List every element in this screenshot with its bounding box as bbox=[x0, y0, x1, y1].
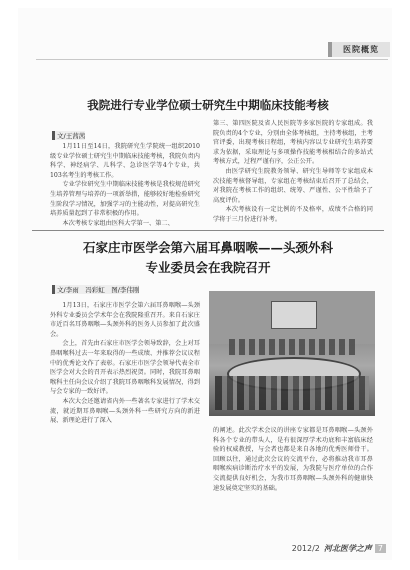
article2-title-line2: 专业委员会在我院召开 bbox=[145, 260, 271, 275]
article2-byline: 文/李雨 冯彩虹 图/李伟刚 bbox=[52, 285, 139, 294]
article1-title: 我院进行专业学位硕士研究生中期临床技能考核 bbox=[87, 98, 329, 112]
article2-right-column bbox=[213, 426, 373, 493]
magazine-page bbox=[18, 8, 392, 560]
photo-attendees-back bbox=[229, 339, 355, 355]
article-divider bbox=[32, 230, 384, 231]
article1-right-column bbox=[213, 119, 373, 225]
magazine-name: 河北医学之声 bbox=[323, 544, 372, 553]
section-tag: 医院概览 bbox=[328, 42, 390, 57]
article1-paragraph: 第三、第四医院及省人民医院等多家医院的专家组成。我院负责的4个专业，分别由全体考核组，主持考核组，主考官评委，出现考核日程组，考核内容以专业研究生培养要求为依据，采取理论与多项操作技能考核相结合的多站式考核方式，过程严谨有序，公正公开。 bbox=[213, 120, 373, 166]
article1-paragraph: 由医学研究生院教务领导、研究生导师等专家组成本次技能考核督导组，专家组在考核结束后召开了总结会，对我院在考核工作的组织、统筹、严谨性、公平性给予了高度评价。 bbox=[213, 167, 373, 204]
header-rule bbox=[36, 59, 388, 60]
page-footer bbox=[292, 543, 386, 554]
article2-paragraph: 会上，首先由石家庄市医学会领导致辞，会上对耳鼻咽喉科过去一年来取得的一些成绩、并推荐会议议程中的优秀论文作了表彰。石家庄市医学会领导代表全市医学会对大会的召开表示热烈祝贺。同时，我院耳鼻咽喉科主任向会议介绍了我院耳鼻咽喉科发展情况，得到与会专家的一致好评。 bbox=[50, 340, 200, 396]
article2-title bbox=[38, 238, 378, 278]
article1-byline: 文/王茜茜 bbox=[52, 131, 85, 140]
issue-number: 2012/2 bbox=[291, 544, 320, 553]
article1-paragraph: 专业学位研究生中期临床技能考核是我校规范研究生培养管理与培养的一项新举措，能够较好地检验研究生阶段学习情况，加强学习的主能动性，对提高研究生培养质量起到了非常积极的作用。 bbox=[50, 181, 200, 218]
article1-paragraph: 本次考核设有一定比例的不及格率，成绩不合格的同学将于三月份进行补考。 bbox=[213, 206, 373, 223]
article2-left-column bbox=[50, 301, 200, 426]
article2-title-line1: 石家庄市医学会第六届耳鼻咽喉——头颈外科 bbox=[82, 240, 333, 255]
article2-paragraph: 的阐述。此次学术会议的讲座专家都是耳鼻咽喉—头颈外科各个专业的带头人，是有很深厚学术功底和丰富临床经验的权威教授，与会者也都是来自各地的优秀医师骨干。回顾以往，通过此次会议的交流平台，必将推动我市耳鼻咽喉疾病诊断治疗水平的发展，为我院与医疗单位的合作交流提供良好机会，为我市耳鼻咽喉—头颈外科的健康快速发展奠定坚实的基础。 bbox=[213, 427, 373, 492]
article2-paragraph: 1月13日，石家庄市医学会第六届耳鼻咽喉—头颈外科专业委员会学术年会在我院隆重召开。来自石家庄市近百名耳鼻咽喉—头颈外科的医务人员参加了此次盛会。 bbox=[50, 302, 200, 338]
article1-paragraph: 本次考核专家组由医科大学第一、第二、 bbox=[62, 219, 174, 227]
article1-left-column bbox=[50, 142, 200, 228]
photo-attendees-front bbox=[215, 376, 369, 410]
page-number: 7 bbox=[375, 544, 386, 553]
photo-projection-screen bbox=[271, 301, 317, 329]
article1-paragraph: 1月11日至14日，我院研究生学院统一组织2010级专业学位硕士研究生中期临床技能考核，我院负责内科学、神经病学、儿科学、急诊医学等4个专业，共103名考生的考核工作。 bbox=[50, 143, 200, 179]
meeting-photo bbox=[209, 291, 375, 416]
article2-paragraph: 本次大会还邀请省内外一些著名专家进行了学术交流，就近期耳鼻咽喉—头颈外科一些研究方向的新进展、新理论进行了深入 bbox=[50, 397, 200, 425]
